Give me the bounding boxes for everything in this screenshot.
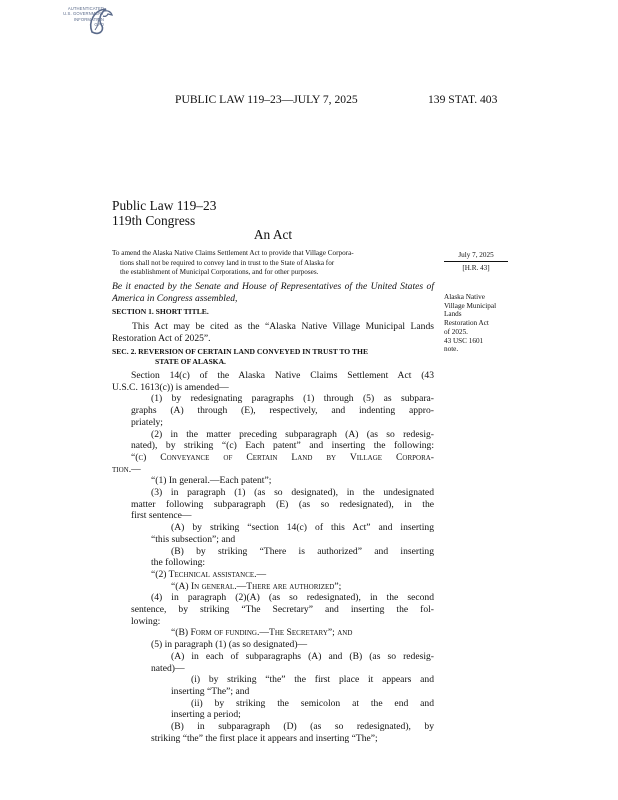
section-2-heading bbox=[112, 347, 434, 367]
body-line: nated), by striking “(c) Each patent” and inserting the following: bbox=[131, 440, 434, 452]
body-line: (2) in the matter preceding subparagraph (A) (as so redesig- bbox=[151, 428, 434, 440]
purpose-line: tions shall not be required to convey land in trust to the State of Alaska for bbox=[120, 258, 335, 267]
body-line: (B) by striking “There is authorized” and inserting bbox=[171, 545, 434, 557]
body-line: “(c) Conveyance of Certain Land by Village Corpora- bbox=[131, 451, 434, 463]
section-2-heading-line: STATE OF ALASKA. bbox=[155, 357, 226, 366]
body-line: (ii) by striking the semicolon at the end and bbox=[191, 697, 434, 709]
body-line: “(A) In general.—There are authorized”; bbox=[171, 580, 342, 592]
section-1-text: This Act may be cited as the “Alaska Native Village Municipal Lands Restoration Act of 2025”. bbox=[112, 321, 434, 344]
body-line: nated)— bbox=[151, 662, 185, 674]
margin-note-line: Lands bbox=[444, 310, 462, 319]
margin-note-line: 43 USC 1601 bbox=[444, 336, 484, 345]
running-head-title: PUBLIC LAW 119–23—JULY 7, 2025 bbox=[175, 93, 358, 106]
body-line: (1) by redesignating paragraphs (1) through (5) as subpara- bbox=[151, 393, 434, 405]
body-line: lowing: bbox=[131, 615, 161, 627]
body-line: “(2) Technical assistance.— bbox=[151, 568, 267, 580]
section-2-heading-line: SEC. 2. REVERSION OF CERTAIN LAND CONVEYED IN TRUST TO THE bbox=[112, 347, 369, 356]
margin-note-line: Village Municipal bbox=[444, 301, 497, 310]
body-line: “this subsection”; and bbox=[151, 533, 236, 545]
body-line: U.S.C. 1613(c)) is amended— bbox=[112, 381, 229, 393]
body-line: “(B) Form of funding.—The Secretary”; and bbox=[171, 627, 353, 639]
body-line: inserting a period; bbox=[171, 709, 241, 721]
body-line: matter following subparagraph (E) (as so redesignated), in the bbox=[131, 498, 434, 510]
eagle-logo-icon bbox=[86, 6, 114, 38]
body-line: (B) in subparagraph (D) (as so redesignated), by bbox=[171, 721, 434, 732]
body-line: graphs (A) through (E), respectively, and indenting appro- bbox=[131, 405, 434, 417]
body-line: the following: bbox=[151, 557, 206, 569]
body-line: (A) by striking “section 14(c) of this Act” and inserting bbox=[171, 522, 434, 534]
enactment-date: July 7, 2025 bbox=[444, 251, 508, 262]
body-line: priately; bbox=[131, 416, 163, 428]
running-head-stat: 139 STAT. 403 bbox=[428, 93, 498, 106]
body-line: sentence, by striking “The Secretary” and inserting the fol- bbox=[131, 604, 434, 615]
purpose-line: the establishment of Municipal Corporations, and for other purposes. bbox=[120, 268, 319, 276]
act-heading: An Act bbox=[253, 227, 293, 242]
gpo-authentication-seal bbox=[44, 6, 114, 38]
body-line: (A) in each of subparagraphs (A) and (B) (as so redesig- bbox=[171, 650, 434, 662]
margin-note bbox=[444, 293, 510, 354]
body-line: (i) by striking “the” the first place it appears and bbox=[191, 674, 434, 686]
purpose-line: To amend the Alaska Native Claims Settlement Act to provide that Village Corpora- bbox=[112, 249, 354, 257]
body-line: striking “the” the first place it appears and inserting “The”; bbox=[151, 732, 378, 744]
margin-note-line: note. bbox=[444, 345, 459, 354]
body-line: (5) in paragraph (1) (as so designated)— bbox=[151, 639, 308, 651]
body-line: inserting “The”; and bbox=[171, 685, 250, 697]
body-line: (4) in paragraph (2)(A) (as so redesignated), in the second bbox=[151, 592, 434, 604]
margin-note-line: Restoration Act bbox=[444, 319, 489, 328]
seal-line: U.S. GOVERNMENT bbox=[63, 11, 104, 17]
seal-line: AUTHENTICATED bbox=[67, 6, 104, 11]
enacting-clause: Be it enacted by the Senate and House of Representatives of the United States of America in Congress assembled, bbox=[112, 281, 434, 304]
seal-line: INFORMATION bbox=[73, 16, 104, 22]
body-line: first sentence— bbox=[131, 510, 192, 522]
seal-line: GPO bbox=[94, 21, 104, 27]
body-line: Section 14(c) of the Alaska Native Claims Settlement Act (43 bbox=[131, 370, 434, 381]
margin-date-note bbox=[444, 251, 508, 272]
body-line: (3) in paragraph (1) (as so designated), in the undesignated bbox=[151, 487, 434, 498]
body-line: “(1) In general.—Each patent”; bbox=[151, 475, 272, 487]
margin-note-line: of 2025. bbox=[444, 327, 468, 336]
congress: 119th Congress bbox=[112, 213, 196, 228]
section-1-heading: SECTION 1. SHORT TITLE. bbox=[112, 307, 209, 316]
body-line: tion.— bbox=[112, 463, 141, 475]
bill-number: [H.R. 43] bbox=[462, 264, 490, 272]
margin-note-line: Alaska Native bbox=[444, 293, 485, 301]
purpose-paragraph bbox=[112, 249, 434, 278]
law-number: Public Law 119–23 bbox=[112, 198, 217, 213]
